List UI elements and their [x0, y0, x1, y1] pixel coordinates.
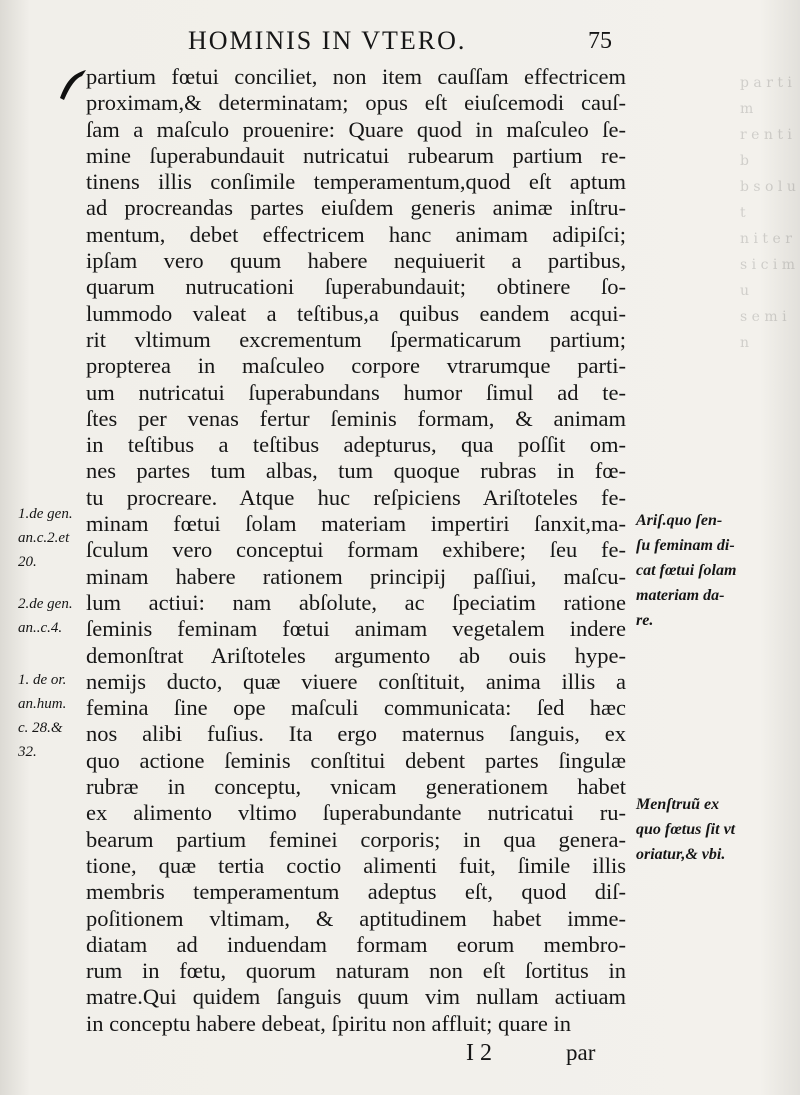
text-line: nemijs ducto, quæ viuere conſtituit, anima illis a — [86, 668, 626, 694]
text-line: rit vltimum excrementum ſpermaticarum partium; — [86, 326, 626, 352]
margin-note-right-1 — [636, 508, 786, 633]
margin-note-line: ſu feminam di- — [636, 537, 735, 554]
bleed-line: b s o l u t — [740, 179, 796, 221]
page-header — [0, 26, 800, 62]
margin-note-line: materiam da- — [636, 587, 725, 604]
signature-mark: I 2 — [466, 1040, 492, 1066]
main-text-block — [86, 64, 626, 1037]
margin-note-line: an.hum. — [18, 696, 67, 712]
catchword: par — [566, 1040, 596, 1065]
margin-note-line: 1.de gen. — [18, 506, 73, 522]
bleed-line: n i t e r — [740, 231, 792, 247]
text-line: poſitionem vltimam, & aptitudinem habet imme- — [86, 905, 626, 931]
text-line: ad procreandas partes eiuſdem generis animæ inſtru- — [86, 195, 626, 221]
text-line: in teſtibus a teſtibus adepturus, qua poſſit om- — [86, 432, 626, 458]
text-line: nes partes tum albas, tum quoque rubras in fœ- — [86, 458, 626, 484]
text-line: membris temperamentum adeptus eſt, quod diſ- — [86, 879, 626, 905]
margin-note-line: 1. de or. — [18, 672, 67, 688]
margin-note-right-2 — [636, 792, 786, 867]
margin-note-line: 20. — [18, 554, 37, 570]
text-line: diatam ad induendam formam eorum membro- — [86, 931, 626, 957]
pointing-mark-icon — [56, 68, 88, 102]
text-line: ex alimento vltimo ſuperabundante nutricatui ru- — [86, 800, 626, 826]
text-line: propterea in maſculeo corpore vtrarumque parti- — [86, 353, 626, 379]
text-line: mine ſuperabundauit nutricatui rubearum partium re- — [86, 142, 626, 168]
text-line: demonſtrat Ariſtoteles argumento ab ouis hype- — [86, 642, 626, 668]
text-line: tione, quæ tertia coctio alimenti fuit, ſimile illis — [86, 852, 626, 878]
bleed-line: s i c i m u — [740, 257, 796, 299]
text-line: minam habere rationem principij paſſiui, maſcu- — [86, 563, 626, 589]
text-line: rubræ in conceptu, vnicam generationem habet — [86, 774, 626, 800]
margin-note-line: 2.de gen. — [18, 596, 73, 612]
margin-note-line: quo fœtus ſit vt — [636, 821, 736, 838]
text-line: bearum partium feminei corporis; in qua genera- — [86, 826, 626, 852]
margin-note-line: 32. — [18, 744, 37, 760]
margin-note-line: an.c.2.et — [18, 530, 70, 546]
margin-note-line: oriatur,& vbi. — [636, 846, 726, 863]
text-line: minam fœtui ſolam materiam impertiri ſanxit,ma- — [86, 511, 626, 537]
running-head: HOMINIS IN VTERO. — [188, 26, 467, 55]
text-line: femina ſine ope maſculi communicata: ſed hæc — [86, 695, 626, 721]
text-line: lummodo valeat a teſtibus,a quibus eandem acqui- — [86, 300, 626, 326]
text-line: matre.Qui quidem ſanguis quum vim nullam actiuam — [86, 984, 626, 1010]
text-line: mentum, debet effectricem hanc animam adipiſci; — [86, 221, 626, 247]
text-line: rum in fœtu, quorum naturam non eſt ſortitus in — [86, 958, 626, 984]
text-line: quo actione ſeminis conſtitui debent partes ſingulæ — [86, 747, 626, 773]
text-line: nos alibi fuſius. Ita ergo maternus ſanguis, ex — [86, 721, 626, 747]
text-line: ſam a maſculo prouenire: Quare quod in maſculeo ſe- — [86, 116, 626, 142]
text-line: ſculum vero conceptui formam exhibere; ſeu fe- — [86, 537, 626, 563]
margin-note-line: an..c.4. — [18, 620, 63, 636]
text-line: ſeminis feminam fœtui animam vegetalem indere — [86, 616, 626, 642]
text-line: um nutricatui ſuperabundans humor ſimul ad te- — [86, 379, 626, 405]
bleed-line: s e m i n — [740, 309, 787, 351]
margin-note-line: Ariſ.quo ſen- — [636, 512, 723, 529]
text-line: ſtes per venas fertur ſeminis formam, & animam — [86, 405, 626, 431]
margin-note-line: cat fœtui ſolam — [636, 562, 737, 579]
text-line: lum actiui: nam abſolute, ac ſpeciatim ratione — [86, 589, 626, 615]
text-line: ipſam vero quum habere nequiuerit a partibus, — [86, 248, 626, 274]
bleed-line: r e n t i b — [740, 127, 792, 169]
text-line: in conceptu habere debeat, ſpiritu non affluit; quare in — [86, 1010, 572, 1036]
text-line: tu procreare. Atque huc reſpiciens Ariſtoteles fe- — [86, 484, 626, 510]
text-line: proximam,& determinatam; opus eſt eiuſcemodi cauſ- — [86, 90, 626, 116]
text-line: tinens illis conſimile temperamentum,quod eſt aptum — [86, 169, 626, 195]
margin-note-line: re. — [636, 612, 654, 629]
page-number: 75 — [588, 28, 612, 54]
margin-note-left-1 — [18, 502, 88, 574]
margin-note-line: Menſtruũ ex — [636, 796, 720, 813]
margin-note-left-3 — [18, 668, 88, 764]
margin-note-line: c. 28.& — [18, 720, 63, 736]
text-line: quarum nutrucationi ſuperabundauit; obtinere ſo- — [86, 274, 626, 300]
text-line: partium fœtui conciliet, non item cauſſam effectricem — [86, 64, 626, 89]
margin-note-left-2 — [18, 592, 88, 640]
bleed-line: p a r t i m — [740, 75, 792, 117]
